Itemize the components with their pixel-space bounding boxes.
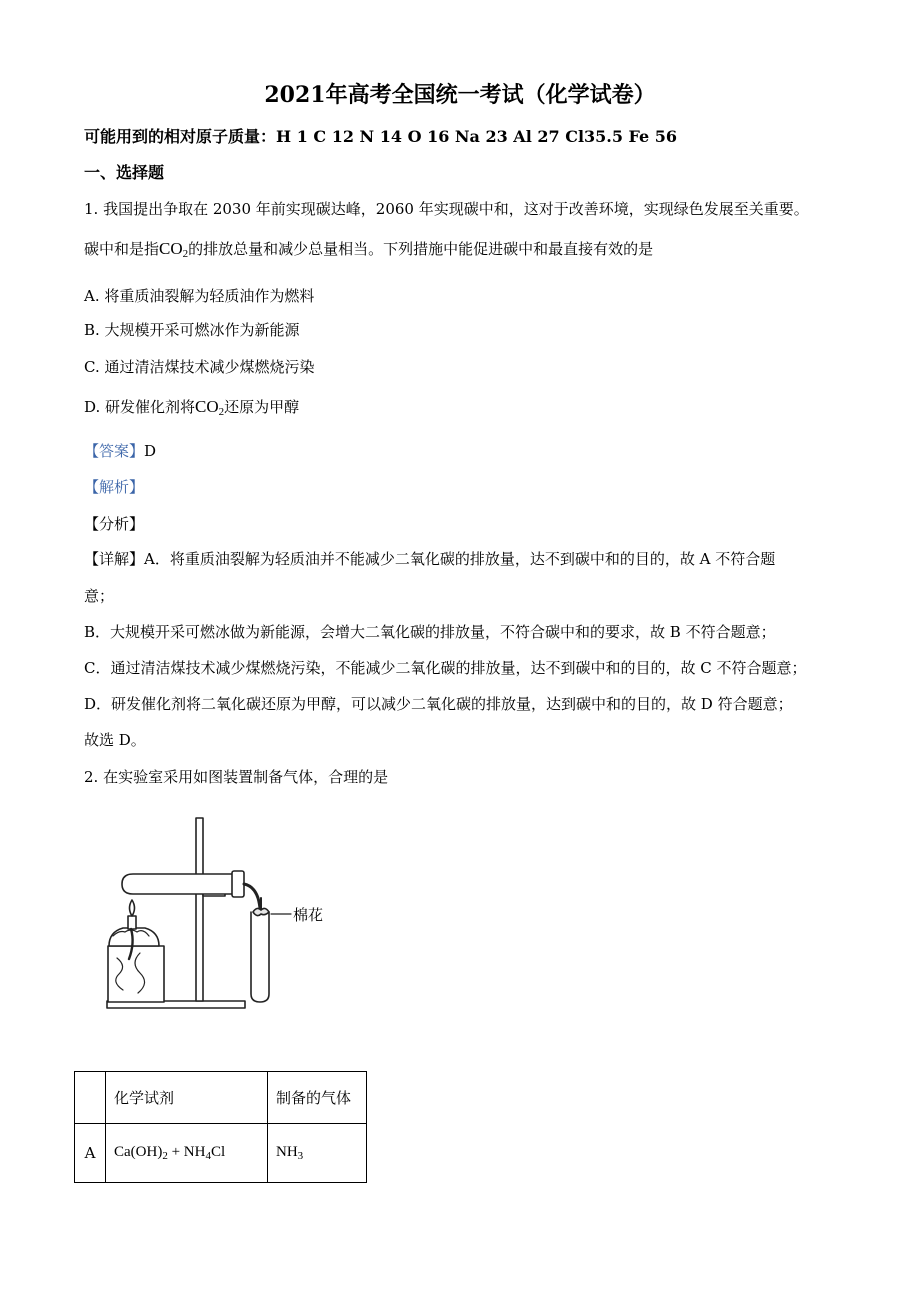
collection-test-tube bbox=[251, 912, 269, 1002]
reagent-a-sub: 2 bbox=[162, 1150, 168, 1162]
reagent-table bbox=[74, 1071, 367, 1183]
co2-main: CO bbox=[159, 239, 183, 258]
conclusion: 故选 D。 bbox=[84, 731, 146, 749]
analysis-tag: 【解析】 bbox=[84, 478, 145, 496]
reagent-b-sub: 4 bbox=[205, 1150, 211, 1162]
q1-answer bbox=[84, 440, 156, 462]
section-heading: 一、选择题 bbox=[84, 163, 165, 182]
answer-value: D bbox=[144, 442, 157, 460]
reagent-b: Cl bbox=[210, 1144, 226, 1160]
lab-apparatus-figure bbox=[95, 808, 335, 1023]
gas-sub: 3 bbox=[297, 1150, 304, 1162]
stand-rod bbox=[196, 818, 203, 1001]
co2-formula bbox=[159, 239, 188, 258]
co2-main-d: CO bbox=[195, 397, 219, 416]
q2-stem: 2. 在实验室采用如图装置制备气体，合理的是 bbox=[84, 768, 389, 786]
fenxi-tag: 【分析】 bbox=[84, 515, 145, 533]
row-label: A bbox=[75, 1124, 106, 1183]
lamp-neck bbox=[128, 916, 136, 929]
table-row bbox=[75, 1072, 367, 1124]
q1-stem-line1: 1. 我国提出争取在 2030 年前实现碳达峰，2060 年实现碳中和，这对于改善环境，实现绿色发展至关重要。 bbox=[84, 200, 809, 218]
gas-cell bbox=[268, 1124, 367, 1183]
detail-line-b: B．大规模开采可燃冰做为新能源，会增大二氧化碳的排放量，不符合碳中和的要求，故 B 不符合题意； bbox=[84, 623, 776, 641]
q1-option-d-post: 还原为甲醇 bbox=[224, 398, 300, 416]
q1-option-d-pre: D. 研发催化剂将 bbox=[84, 398, 196, 416]
stopper bbox=[232, 871, 244, 897]
flame-icon bbox=[130, 900, 135, 916]
answer-tag: 【答案】 bbox=[84, 442, 145, 460]
detail-line-c: C．通过清洁煤技术减少煤燃烧污染，不能减少二氧化碳的排放量，达不到碳中和的目的，故 C 不符合题意； bbox=[84, 659, 807, 677]
q1-option-c: C. 通过清洁煤技术减少煤燃烧污染 bbox=[84, 358, 315, 376]
q1-option-a: A. 将重质油裂解为轻质油作为燃料 bbox=[84, 287, 315, 305]
cotton-label: 棉花 bbox=[293, 906, 324, 924]
cotton-wad bbox=[253, 908, 269, 915]
reagent-a: Ca(OH) bbox=[114, 1144, 163, 1160]
co2-sub-d: 2 bbox=[218, 406, 225, 418]
reagent-plus: + NH bbox=[167, 1144, 206, 1160]
q1-stem-line2 bbox=[84, 238, 653, 265]
table-row bbox=[75, 1124, 367, 1183]
q1-stem-line2-pre: 碳中和是指 bbox=[84, 240, 160, 258]
table-header-gas: 制备的气体 bbox=[268, 1072, 367, 1124]
co2-sub: 2 bbox=[182, 248, 189, 260]
gas-main: NH bbox=[276, 1144, 298, 1160]
detail-line-d: D．研发催化剂将二氧化碳还原为甲醇，可以减少二氧化碳的排放量，达到碳中和的目的，故 D 符合题意； bbox=[84, 695, 793, 713]
detail-line-a2: 意； bbox=[84, 587, 115, 605]
reagent-cell bbox=[106, 1124, 268, 1183]
q1-stem-line2-post: 的排放总量和减少总量相当。下列措施中能促进碳中和最直接有效的是 bbox=[188, 240, 654, 258]
table-header-blank bbox=[75, 1072, 106, 1124]
burner-box bbox=[108, 946, 164, 1002]
co2-formula-d bbox=[195, 397, 224, 416]
page-title: 2021年高考全国统一考试（化学试卷） bbox=[264, 82, 656, 108]
table-header-reagent: 化学试剂 bbox=[106, 1072, 268, 1124]
horizontal-test-tube bbox=[122, 874, 233, 894]
q1-option-b: B. 大规模开采可燃冰作为新能源 bbox=[84, 321, 300, 339]
detail-line-a1: 【详解】A．将重质油裂解为轻质油并不能减少二氧化碳的排放量，达不到碳中和的目的，故 A 不符合题 bbox=[84, 550, 776, 568]
q1-option-d bbox=[84, 396, 299, 423]
atomic-masses-line: 可能用到的相对原子质量：H 1 C 12 N 14 O 16 Na 23 Al 27 Cl35.5 Fe 56 bbox=[84, 127, 678, 146]
